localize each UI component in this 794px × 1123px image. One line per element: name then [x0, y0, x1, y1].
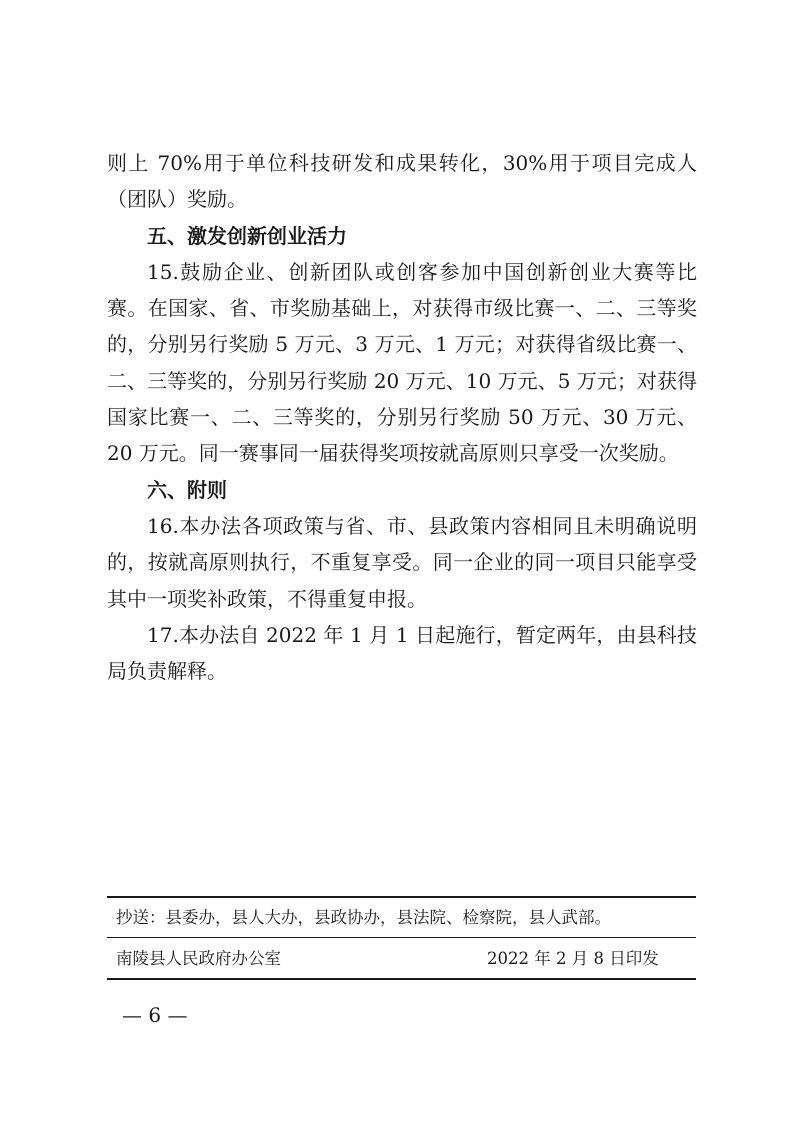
footer-middle-rule — [107, 937, 696, 938]
paragraph-15: 15.鼓励企业、创新团队或创客参加中国创新创业大赛等比赛。在国家、省、市奖励基础上，对获得市级比赛一、二、三等奖的，分别另行奖励 5 万元、3 万元、1 万元；对获得省级比赛一、二、三等奖的，分别另行奖励 20 万元、10 万元、5 万元；对获得国家比赛一、二、三等奖的，分别另行奖励 50 万元、30 万元、20 万元。同一赛事同一届获得奖项按就高原则只享受一次奖励。 — [107, 259, 697, 466]
paragraph-continuation: 则上 70%用于单位科技研发和成果转化，30%用于项目完成人（团队）奖励。 — [107, 151, 697, 212]
section-heading-6: 六、附则 — [147, 477, 227, 502]
footer-top-rule — [107, 896, 696, 898]
issuing-office: 南陵县人民政府办公室 — [116, 949, 281, 968]
footer-bottom-rule — [107, 978, 696, 980]
paragraph-16: 16.本办法各项政策与省、市、县政策内容相同且未明确说明的，按就高原则执行，不重复享受。同一企业的同一项目只能享受其中一项奖补政策，不得重复申报。 — [107, 513, 697, 611]
section-heading-5: 五、激发创新创业活力 — [147, 223, 347, 248]
document-body — [107, 145, 697, 689]
paragraph-17: 17.本办法自 2022 年 1 月 1 日起施行，暂定两年，由县科技局负责解释。 — [107, 622, 697, 684]
issue-date: 2022 年 2 月 8 日印发 — [487, 949, 659, 968]
cc-recipients: 抄送：县委办，县人大办，县政协办，县法院、检察院，县人武部。 — [116, 908, 611, 927]
page-number: — 6 — — [122, 1003, 188, 1027]
